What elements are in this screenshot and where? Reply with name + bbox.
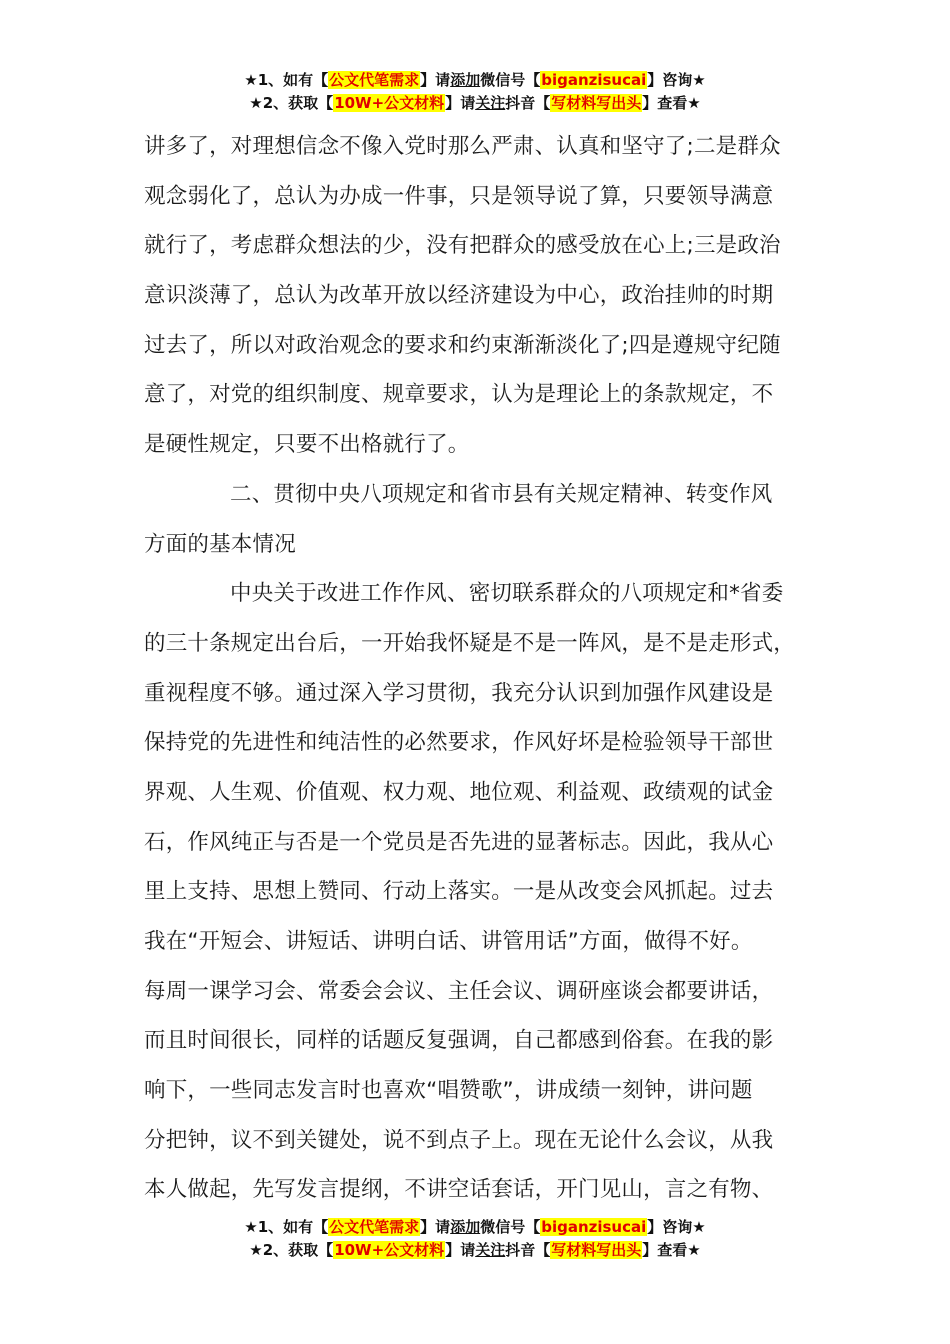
- text-line: 而且时间很长，同样的话题反复强调，自己都感到俗套。在我的影: [144, 1028, 774, 1054]
- highlight-materials: 10W+公文材料: [334, 94, 445, 112]
- text-line: 里上支持、思想上赞同、行动上落实。一是从改变会风抓起。过去: [144, 879, 774, 905]
- header-banner: [0, 69, 950, 115]
- text-line: 我在“开短会、讲短话、讲明白话、讲管用话”方面，做得不好。: [144, 929, 753, 954]
- section-heading: 二、贯彻中央八项规定和省市县有关规定精神、转变作风: [230, 481, 773, 507]
- text-line: 石，作风纯正与否是一个党员是否先进的显著标志。因此，我从心: [144, 829, 774, 855]
- text-line: 重视程度不够。通过深入学习贯彻，我充分认识到加强作风建设是: [144, 680, 774, 706]
- paragraph-start: 中央关于改进工作作风、密切联系群众的八项规定和*省委: [230, 581, 784, 607]
- text-line: 保持党的先进性和纯洁性的必然要求，作风好坏是检验领导干部世: [144, 730, 774, 756]
- text-line: 每周一课学习会、常委会会议、主任会议、调研座谈会都要讲话，: [144, 978, 774, 1004]
- highlight-materials: 10W+公文材料: [334, 1241, 445, 1259]
- text-line: 就行了，考虑群众想法的少，没有把群众的感受放在心上;三是政治: [144, 233, 781, 259]
- text-line: 是硬性规定，只要不出格就行了。: [144, 432, 470, 458]
- highlight-service: 公文代笔需求: [329, 1218, 420, 1236]
- text-line: 意了，对党的组织制度、规章要求，认为是理论上的条款规定，不: [144, 382, 774, 408]
- highlight-douyin: 写材料写出头: [551, 94, 642, 112]
- text-line: 响下，一些同志发言时也喜欢“唱赞歌”，讲成绩一刻钟，讲问题: [144, 1078, 753, 1104]
- highlight-wechat-id: biganzisucai: [541, 1218, 647, 1236]
- highlight-service: 公文代笔需求: [329, 71, 420, 89]
- document-body: [144, 122, 834, 1215]
- highlight-douyin: 写材料写出头: [551, 1241, 642, 1259]
- footer-line-2: ★2、获取【10W+公文材料】请关注抖音【写材料写出头】查看★: [249, 1241, 701, 1259]
- footer-line-1: ★1、如有【公文代笔需求】请添加微信号【biganzisucai】咨询★: [244, 1218, 706, 1236]
- header-line-2: ★2、获取【10W+公文材料】请关注抖音【写材料写出头】查看★: [249, 94, 701, 112]
- section-heading-cont: 方面的基本情况: [144, 531, 296, 557]
- header-line-1: ★1、如有【公文代笔需求】请添加微信号【biganzisucai】咨询★: [244, 71, 706, 89]
- text-line: 讲多了，对理想信念不像入党时那么严肃、认真和坚守了;二是群众: [144, 134, 781, 159]
- text-line: 观念弱化了，总认为办成一件事，只是领导说了算，只要领导满意: [144, 183, 774, 209]
- text-line: 分把钟，议不到关键处，说不到点子上。现在无论什么会议，从我: [144, 1127, 774, 1153]
- text-line: 过去了，所以对政治观念的要求和约束渐渐淡化了;四是遵规守纪随: [144, 332, 781, 358]
- text-line: 界观、人生观、价值观、权力观、地位观、利益观、政绩观的试金: [144, 779, 774, 805]
- highlight-wechat-id: biganzisucai: [541, 71, 647, 89]
- text-line: 意识淡薄了，总认为改革开放以经济建设为中心，政治挂帅的时期: [144, 283, 774, 309]
- text-line: 的三十条规定出台后，一开始我怀疑是不是一阵风，是不是走形式，: [144, 630, 796, 656]
- text-line: 本人做起，先写发言提纲，不讲空话套话，开门见山，言之有物、: [144, 1177, 774, 1203]
- footer-banner: [0, 1216, 950, 1262]
